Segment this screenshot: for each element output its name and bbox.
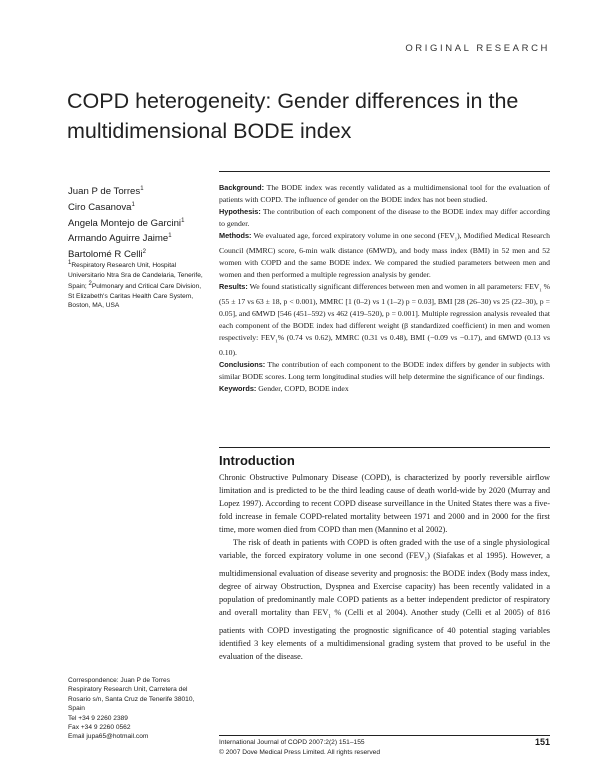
divider bbox=[219, 447, 550, 448]
body-text bbox=[219, 471, 550, 663]
abstract-results: Results: We found statistically significant differences between men and women in all parameters: $FEV_1$ % (55 ± 17 vs 63 ± 18, p < 0.001), MMRC [1 (0–2) vs 1 (1–2) p = 0.03], BMI [28 (26–30) vs 25 (22–30), p = 0.05], and 6MWD [546 (451–592) vs 462 (419–520), p = 0.001]. Multiple regression analysis revealed that each component of the BODE index had different weight (β standardized coefficient) in men and women respectively: $FEV_1\%$ (0.74 vs 0.62), MMRC (0.31 vs 0.48), BMI (−0.09 vs −0.17), and 6MWD (0.13 vs 0.10). bbox=[219, 281, 550, 358]
divider bbox=[219, 171, 550, 172]
author: Armando Aguirre Jaime$^1$ bbox=[68, 233, 172, 245]
paragraph: Chronic Obstructive Pulmonary Disease (COPD), is characterized by poorly reversible airflow limitation and is predicted to be the third leading cause of death world-wide by 2020 (Murray and Lopez 1997). According to recent COPD disease surveillance in the United States there was a five-fold increase in female COPD-related mortality between 1971 and 2000 and in 2000 for the first time, more women died from COPD than men (Mannino et al 2002). bbox=[219, 473, 550, 535]
abstract-conclusions: Conclusions: The contribution of each component to the BODE index differs by gender in subjects with similar BODE scores. Long term longitudinal studies will help determine the significance of our findings. bbox=[219, 360, 550, 382]
email-link[interactable]: Email jupa65@hotmail.com bbox=[68, 733, 149, 741]
page-number: 151 bbox=[534, 737, 550, 747]
paragraph: The risk of death in patients with COPD is often graded with the use of a single physiological variable, the forced expiratory volume in one second $(FEV_1)$ (Siafakas et al 1995). However, a multidimensional evaluation of disease severity and prognosis: the BODE index (Body mass index, degree of airway Obstruction, Dyspnea and Exercise capacity) has been recently validated in a population of predominantly male COPD patients as a better independent predictor of respiratory and overall mortality than $FEV_1$ % (Celli et al 2004). Another study (Celli et al 2005) of 816 patients with COPD investigating the prognostic significance of 40 potential staging variables identified 3 key elements of a multidimensional grading system that proved to be useful in the evaluation of the disease. bbox=[219, 538, 550, 661]
abstract-methods: Methods: We evaluated age, forced expiratory volume in one second $(FEV_1)$, Modified Medical Research Council (MMRC) score, 6-min walk distance (6MWD), and body mass index (BMI) in 52 men and 52 women with COPD and the same BODE index. We compared the studied parameters between men and women and then performed a multiple regression analysis by gender. bbox=[219, 230, 551, 279]
abstract-keywords: Keywords: Gender, COPD, BODE index bbox=[219, 384, 349, 394]
section-heading: Introduction bbox=[219, 453, 295, 468]
abstract-hypothesis: Hypothesis: The contribution of each component of the disease to the BODE index may differ according to gender. bbox=[219, 206, 550, 228]
author: Bartolomé R Celli$^2$ bbox=[68, 249, 146, 261]
journal-citation: International Journal of COPD 2007:2(2) 151–155 bbox=[219, 739, 365, 746]
copyright: © 2007 Dove Medical Press Limited. All rights reserved bbox=[219, 748, 380, 756]
abstract-background: Background: The BODE index was recently validated as a multidimensional tool for the evaluation of patients with COPD. The influence of gender on the BODE index has not been studied. bbox=[219, 183, 550, 204]
correspondence: Correspondence: Juan P de Torres Respiratory Research Unit, Carretera del Rosario s/n, Santa Cruz de Tenerife 38010, Spain Tel +34 9 2260 2389 Fax +34 9 2260 0562 Email jupa65@hotmail.com bbox=[68, 676, 208, 742]
abstract bbox=[219, 182, 550, 395]
paper-title: COPD heterogeneity: Gender differences in the multidimensional BODE index bbox=[67, 89, 519, 143]
author: Angela Montejo de Garcini$^1$ bbox=[68, 217, 185, 229]
affiliations: $^1$Respiratory Research Unit, Hospital Universitario Ntra Sra de Candelaria, Tenerife, Spain; $^2$Pulmonary and Critical Care Division, St Elizabeth's Caritas Health Care System, Boston, MA, USA bbox=[68, 260, 203, 309]
author: Ciro Casanova$^1$ bbox=[68, 201, 135, 213]
page-footer bbox=[219, 735, 550, 757]
section-label: ORIGINAL RESEARCH bbox=[405, 43, 550, 54]
author-list bbox=[68, 183, 208, 262]
author: Juan P de Torres$^1$ bbox=[68, 186, 144, 198]
